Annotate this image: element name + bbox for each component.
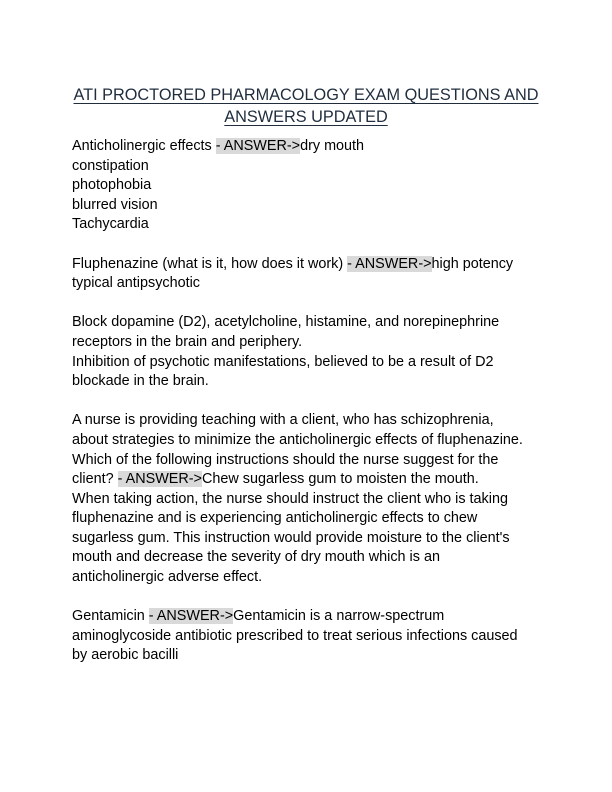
title-line-1: ATI PROCTORED PHARMACOLOGY EXAM QUESTIONS AND [73, 85, 539, 104]
answer-line: typical antipsychotic [72, 275, 200, 292]
paragraph-line: Block dopamine (D2), acetylcholine, histamine, and norepinephrine [72, 314, 500, 331]
question-line: about strategies to minimize the anticholinergic effects of fluphenazine. [72, 431, 523, 448]
answer-marker: - ANSWER-> [215, 138, 301, 154]
answer-line: blurred vision [72, 196, 158, 213]
rationale-line: mouth and decrease the severity of dry mouth which is an [72, 549, 440, 566]
paragraph-line: blockade in the brain. [72, 373, 209, 390]
rationale-line: When taking action, the nurse should instruct the client who is taking [72, 490, 508, 507]
question-text: Gentamicin [72, 608, 149, 625]
answer-line: by aerobic bacilli [72, 647, 179, 664]
answer-line: photophobia [72, 177, 152, 194]
answer-text: high potency [431, 255, 514, 272]
paragraph-line: receptors in the brain and periphery. [72, 333, 303, 350]
qa-entry-nurse-teaching [72, 411, 548, 587]
answer-line: Tachycardia [72, 216, 149, 233]
qa-entry-fluphenazine [72, 255, 548, 294]
rationale-line: sugarless gum. This instruction would provide moisture to the client's [72, 529, 510, 546]
qa-entry-gentamicin [72, 607, 548, 666]
document-title [72, 84, 540, 128]
question-line [72, 255, 548, 275]
question-text: Anticholinergic effects [72, 138, 216, 154]
question-line [72, 137, 548, 157]
answer-marker: - ANSWER-> [347, 255, 432, 272]
answer-line: constipation [72, 157, 149, 174]
answer-marker: - ANSWER-> [117, 471, 202, 488]
paragraph-fluphenazine-mechanism [72, 313, 548, 391]
document-body [72, 137, 548, 686]
question-line: A nurse is providing teaching with a client, who has schizophrenia, [72, 412, 494, 429]
question-line [72, 607, 548, 627]
question-text: Fluphenazine (what is it, how does it work) [72, 255, 348, 272]
answer-text: Chew sugarless gum to moisten the mouth. [201, 471, 479, 488]
answer-text: dry mouth [300, 138, 365, 154]
rationale-line: fluphenazine and is experiencing anticholinergic effects to chew [72, 510, 478, 527]
answer-marker: - ANSWER-> [148, 608, 234, 625]
answer-line: aminoglycoside antibiotic prescribed to treat serious infections caused [72, 627, 518, 644]
answer-text: Gentamicin is a narrow-spectrum [233, 608, 445, 625]
title-line-2: ANSWERS UPDATED [224, 107, 388, 126]
question-line: Which of the following instructions should the nurse suggest for the [72, 451, 499, 468]
qa-entry-anticholinergic-effects [72, 137, 548, 235]
rationale-line: anticholinergic adverse effect. [72, 569, 263, 586]
question-text: client? [72, 471, 118, 488]
paragraph-line: Inhibition of psychotic manifestations, believed to be a result of D2 [72, 353, 494, 370]
question-answer-line [72, 470, 548, 490]
